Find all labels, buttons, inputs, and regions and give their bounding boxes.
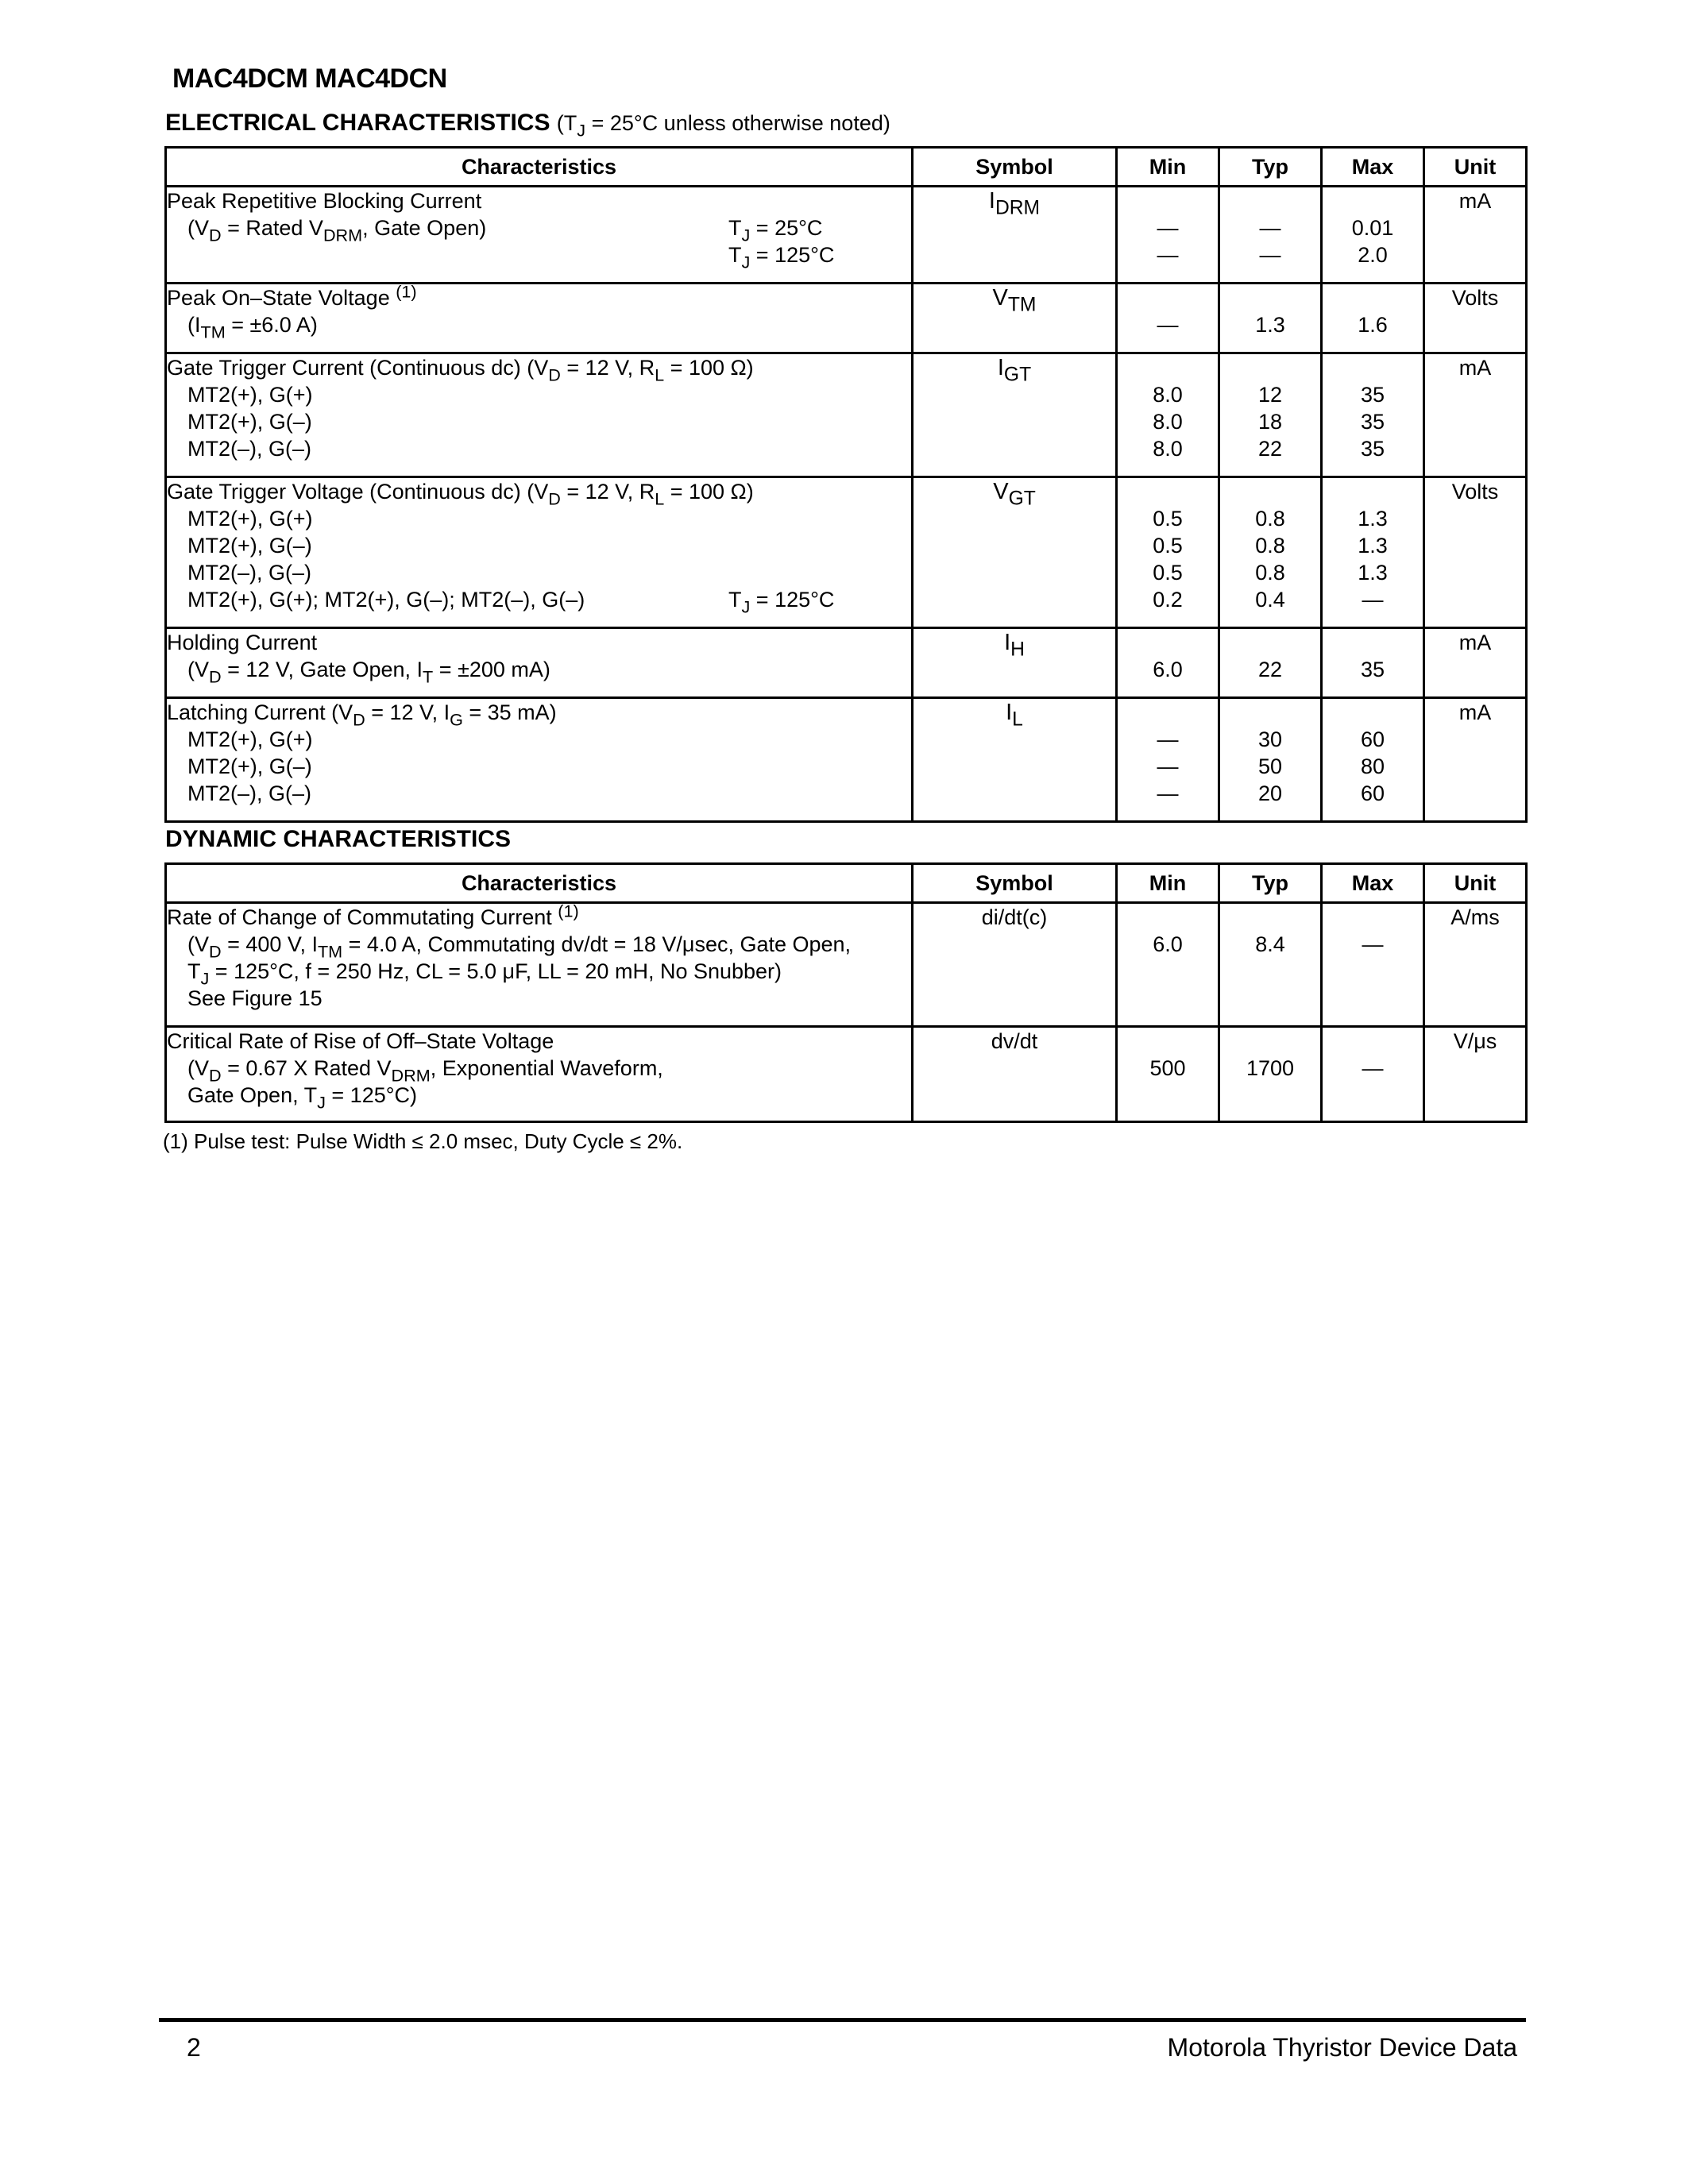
min-cell: —	[1117, 284, 1219, 353]
unit-cell: mA	[1424, 698, 1527, 822]
test-condition: ($V_D$ = Rated $V_{DRM}$, Gate Open) $T_J = 25^\circ C$	[187, 216, 823, 245]
table-row	[166, 628, 1527, 698]
header-unit: Unit	[1424, 148, 1527, 187]
header-max: Max	[1322, 148, 1424, 187]
min-cell: — — —	[1117, 698, 1219, 822]
max-cell: —	[1322, 903, 1424, 1027]
characteristic-cell	[166, 353, 913, 477]
test-condition: MT2(–), G(–)	[187, 781, 312, 805]
characteristic-cell	[166, 903, 913, 1027]
header-symbol: Symbol	[913, 148, 1117, 187]
test-condition: MT2(–), G(–)	[187, 561, 312, 585]
typ-cell: 8.4	[1219, 903, 1322, 1027]
dynamic-characteristics-table	[164, 862, 1528, 1123]
characteristic-name: Gate Trigger Current (Continuous dc) ($V_D = 12$ V, $R_L = 100$ Ω)	[167, 356, 754, 385]
header-typ: Typ	[1219, 148, 1322, 187]
max-cell: 35	[1322, 628, 1424, 698]
typ-cell: — —	[1219, 187, 1322, 284]
test-condition: ($V_D = 0.67$ X Rated $V_{DRM}$, Exponential Waveform,	[187, 1056, 663, 1086]
characteristic-cell	[166, 628, 913, 698]
header-symbol: Symbol	[913, 864, 1117, 903]
unit-cell: mA	[1424, 628, 1527, 698]
max-cell: 0.01 2.0	[1322, 187, 1424, 284]
symbol-cell: $V_{GT}$	[913, 477, 1117, 628]
test-condition: MT2(+), G(+); MT2(+), G(–); MT2(–), G(–) $T_J = 125^\circ C$	[187, 588, 835, 617]
symbol-cell: $I_H$	[913, 628, 1117, 698]
header-characteristics: Characteristics	[166, 148, 913, 187]
table-row	[166, 903, 1527, 1027]
min-cell: 6.0	[1117, 628, 1219, 698]
symbol-cell: di/dt(c)	[913, 903, 1117, 1027]
characteristic-name: Rate of Change of Commutating Current $^{(1)}$	[167, 901, 579, 929]
max-cell: 35 35 35	[1322, 353, 1424, 477]
min-cell: — —	[1117, 187, 1219, 284]
max-cell: 60 80 60	[1322, 698, 1424, 822]
test-condition: Gate Open, $T_J = 125^\circ C$)	[187, 1083, 418, 1113]
max-cell: 1.3 1.3 1.3 —	[1322, 477, 1424, 628]
characteristic-name: Latching Current ($V_D = 12$ V, $I_G = 35$ mA)	[167, 700, 557, 730]
table-row	[166, 477, 1527, 628]
test-condition: ($V_D = 400$ V, $I_{TM} = 4.0$ A, Commutating dv/dt = 18 V/μsec, Gate Open,	[187, 932, 852, 962]
min-cell: 0.5 0.5 0.5 0.2	[1117, 477, 1219, 628]
header-unit: Unit	[1424, 864, 1527, 903]
test-condition: $T_J = 125^\circ C$, f = 250 Hz, CL = 5.0 μF, LL = 20 mH, No Snubber)	[187, 959, 782, 989]
header-typ: Typ	[1219, 864, 1322, 903]
unit-cell: V/μs	[1424, 1027, 1527, 1122]
footer-divider	[159, 2018, 1526, 2022]
table-header-row	[166, 864, 1527, 903]
table-row	[166, 284, 1527, 353]
document-title: MAC4DCM MAC4DCN	[172, 64, 447, 94]
figure-reference: See Figure 15	[187, 986, 323, 1010]
test-condition	[167, 241, 911, 272]
header-min: Min	[1117, 148, 1219, 187]
characteristic-cell	[166, 1027, 913, 1122]
page-number: 2	[187, 2033, 201, 2062]
footnote-ref: (1)	[396, 281, 417, 302]
footnote-ref: (1)	[558, 901, 579, 921]
min-cell: 500	[1117, 1027, 1219, 1122]
test-condition: MT2(–), G(–)	[187, 437, 312, 461]
symbol-cell: $I_{DRM}$	[913, 187, 1117, 284]
header-characteristics: Characteristics	[166, 864, 913, 903]
test-condition: MT2(+), G(–)	[187, 534, 312, 558]
characteristic-name: Critical Rate of Rise of Off–State Voltage	[167, 1029, 554, 1053]
header-min: Min	[1117, 864, 1219, 903]
test-condition: ($V_D = 12$ V, Gate Open, $I_T = \pm 200$ mA)	[187, 658, 550, 687]
min-cell: 8.0 8.0 8.0	[1117, 353, 1219, 477]
test-condition: MT2(+), G(+)	[187, 383, 313, 407]
unit-cell: Volts	[1424, 284, 1527, 353]
tj-condition: $T_J = 125^\circ C$	[728, 243, 835, 272]
characteristic-cell	[166, 187, 913, 284]
typ-cell: 22	[1219, 628, 1322, 698]
unit-cell: mA	[1424, 187, 1527, 284]
electrical-characteristics-table	[164, 146, 1528, 823]
table-header-row	[166, 148, 1527, 187]
symbol-cell: $V_{TM}$	[913, 284, 1117, 353]
table-row	[166, 698, 1527, 822]
symbol-cell: $I_{GT}$	[913, 353, 1117, 477]
characteristic-name: Holding Current	[167, 631, 318, 654]
test-condition: ($I_{TM} = \pm 6.0$ A)	[187, 313, 318, 342]
test-condition: MT2(+), G(–)	[187, 754, 312, 778]
characteristic-name: Gate Trigger Voltage (Continuous dc) ($V_D = 12$ V, $R_L = 100$ Ω)	[167, 480, 754, 509]
typ-cell: 0.8 0.8 0.8 0.4	[1219, 477, 1322, 628]
min-cell: 6.0	[1117, 903, 1219, 1027]
electrical-characteristics-heading	[165, 110, 890, 141]
typ-cell: 1.3	[1219, 284, 1322, 353]
typ-cell: 1700	[1219, 1027, 1322, 1122]
table-row	[166, 1027, 1527, 1122]
dynamic-characteristics-heading: DYNAMIC CHARACTERISTICS	[165, 826, 511, 852]
section-note: ($T_J = 25^\circ C$ unless otherwise noted)	[556, 111, 890, 141]
max-cell: 1.6	[1322, 284, 1424, 353]
unit-cell: A/ms	[1424, 903, 1527, 1027]
footnote: (1) Pulse test: Pulse Width ≤ 2.0 msec, Duty Cycle ≤ 2%.	[163, 1129, 683, 1153]
unit-cell: mA	[1424, 353, 1527, 477]
characteristic-name: Peak Repetitive Blocking Current	[167, 189, 482, 213]
unit-cell: Volts	[1424, 477, 1527, 628]
header-max: Max	[1322, 864, 1424, 903]
max-cell: —	[1322, 1027, 1424, 1122]
tj-condition: $T_J = 125^\circ C$	[728, 588, 835, 617]
test-condition: MT2(+), G(+)	[187, 507, 313, 531]
characteristic-cell	[166, 477, 913, 628]
section-title: ELECTRICAL CHARACTERISTICS	[165, 110, 550, 136]
table-row	[166, 353, 1527, 477]
typ-cell: 30 50 20	[1219, 698, 1322, 822]
tj-condition: $T_J = 25^\circ C$	[728, 216, 823, 245]
characteristic-cell	[166, 698, 913, 822]
symbol-cell: dv/dt	[913, 1027, 1117, 1122]
characteristic-cell	[166, 281, 913, 353]
table-row	[166, 187, 1527, 284]
characteristic-name: Peak On–State Voltage $^{(1)}$	[167, 281, 417, 310]
test-condition: MT2(+), G(–)	[187, 410, 312, 434]
test-condition: MT2(+), G(+)	[187, 727, 313, 751]
symbol-cell: $I_L$	[913, 698, 1117, 822]
footer-text: Motorola Thyristor Device Data	[1167, 2033, 1517, 2062]
typ-cell: 12 18 22	[1219, 353, 1322, 477]
